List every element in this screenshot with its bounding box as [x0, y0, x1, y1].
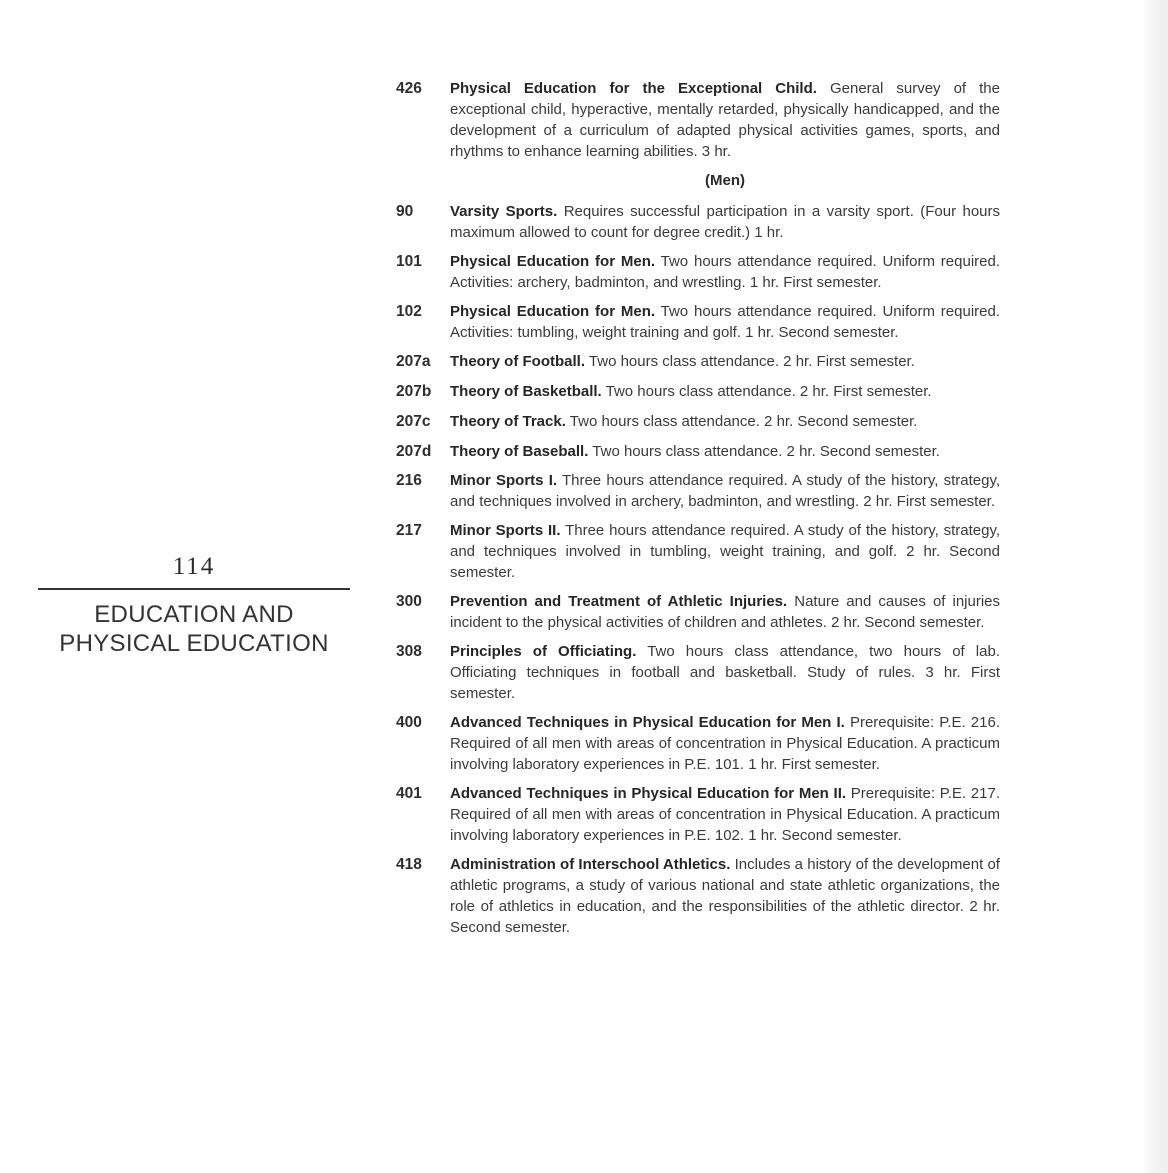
course-entry: [396, 78, 1000, 162]
course-title: Theory of Football.: [450, 353, 585, 370]
course-number: 102: [396, 303, 422, 320]
department-title-line-2: PHYSICAL EDUCATION: [59, 630, 329, 657]
course-description: Nature and causes of injuries incident to the physical activities of children and athletes. 2 hr. Second semester.: [450, 593, 1001, 631]
course-entry: [396, 591, 1000, 633]
course-listing: [396, 78, 1000, 946]
course-number: 101: [396, 253, 422, 270]
course-number: 418: [396, 856, 422, 873]
course-title: Physical Education for Men.: [450, 253, 656, 270]
course-description: Two hours class attendance. 2 hr. First semester.: [588, 353, 915, 370]
course-title: Minor Sports II.: [450, 522, 561, 539]
course-description: Two hours class attendance. 2 hr. Second semester.: [569, 413, 918, 430]
course-description: Prerequisite: P.E. 216. Required of all men with areas of concentration in Physical Education. A practicum involving laboratory experiences in P.E. 101. 1 hr. First semester.: [450, 714, 1000, 773]
course-body: [450, 351, 1000, 372]
course-description: Two hours class attendance, two hours of lab. Officiating techniques in football and basketball. Study of rules. 3 hr. First semester.: [450, 643, 1000, 702]
course-title: Physical Education for Men.: [450, 303, 656, 320]
course-number: 401: [396, 785, 422, 802]
course-number: 207c: [396, 413, 431, 430]
course-body: [450, 251, 1000, 293]
course-body: [450, 78, 1000, 162]
course-number: 90: [396, 203, 414, 220]
course-body: [450, 712, 1000, 775]
course-description: Includes a history of the development of athletic programs, a study of various national and state athletic organizations, the role of athletics in education, and the responsibilities of the athletic director. 2 hr. Second semester.: [450, 856, 1000, 936]
course-description: Prerequisite: P.E. 217. Required of all men with areas of concentration in Physical Education. A practicum involving laboratory experiences in P.E. 102. 1 hr. Second semester.: [450, 785, 1001, 844]
course-title: Theory of Baseball.: [450, 443, 589, 460]
course-title: Varsity Sports.: [450, 203, 558, 220]
course-body: [450, 301, 1000, 343]
course-body: [450, 411, 1000, 432]
course-entry: [396, 411, 1000, 432]
course-title: Prevention and Treatment of Athletic Injuries.: [450, 593, 788, 610]
course-body: [450, 520, 1000, 583]
course-body: [450, 854, 1000, 938]
course-title: Administration of Interschool Athletics.: [450, 856, 731, 873]
section-heading-men: (Men): [705, 172, 745, 189]
department-title: [38, 600, 350, 658]
course-description: General survey of the exceptional child, hyperactive, mentally retarded, physically handicapped, and the development of a curriculum of adapted physical activities games, sports, and rhythms to enhance learning abilities. 3 hr.: [450, 80, 1000, 160]
sidebar: [38, 552, 350, 658]
course-number: 207a: [396, 353, 431, 370]
course-entry: [396, 854, 1000, 938]
course-number: 216: [396, 472, 422, 489]
course-description: Two hours class attendance. 2 hr. First semester.: [605, 383, 932, 400]
page-number: 114: [38, 552, 350, 590]
course-title: Theory of Basketball.: [450, 383, 602, 400]
course-title: Principles of Officiating.: [450, 643, 637, 660]
course-description: Two hours attendance required. Uniform required. Activities: archery, badminton, and wrestling. 1 hr. First semester.: [450, 253, 1001, 291]
scan-page-edge: [1142, 0, 1168, 1173]
course-title: Theory of Track.: [450, 413, 566, 430]
course-entry: [396, 351, 1000, 372]
course-body: [450, 201, 1000, 243]
course-number: 400: [396, 714, 422, 731]
course-entry: [396, 783, 1000, 846]
course-entry: [396, 712, 1000, 775]
course-body: [450, 783, 1000, 846]
course-number: 300: [396, 593, 422, 610]
course-number: 308: [396, 643, 422, 660]
course-body: [450, 641, 1000, 704]
course-entry: [396, 520, 1000, 583]
course-number: 207b: [396, 383, 432, 400]
course-body: [450, 381, 1000, 402]
course-title: Advanced Techniques in Physical Education for Men I.: [450, 714, 845, 731]
course-entry: [396, 470, 1000, 512]
course-description: Three hours attendance required. A study of the history, strategy, and techniques involved in tumbling, weight training, and golf. 2 hr. Second semester.: [450, 522, 1000, 581]
course-entry: [396, 201, 1000, 243]
course-entry: [396, 301, 1000, 343]
course-number: 207d: [396, 443, 432, 460]
course-title: Advanced Techniques in Physical Education for Men II.: [450, 785, 847, 802]
course-description: Requires successful participation in a varsity sport. (Four hours maximum allowed to count for degree credit.) 1 hr.: [450, 203, 1001, 241]
course-body: [450, 441, 1000, 462]
course-entry: [396, 381, 1000, 402]
course-title: Physical Education for the Exceptional Child.: [450, 80, 817, 97]
course-description: Two hours class attendance. 2 hr. Second semester.: [592, 443, 940, 460]
course-body: [450, 470, 1000, 512]
course-entry: [396, 641, 1000, 704]
course-description: Two hours attendance required. Uniform required. Activities: tumbling, weight training and golf. 1 hr. Second semester.: [450, 303, 1001, 341]
course-title: Minor Sports I.: [450, 472, 558, 489]
course-description: Three hours attendance required. A study of the history, strategy, and techniques involved in archery, badminton, and wrestling. 2 hr. First semester.: [450, 472, 1000, 510]
department-title-line-1: EDUCATION AND: [94, 601, 294, 628]
course-number: 426: [396, 80, 422, 97]
course-number: 217: [396, 522, 422, 539]
course-entry: [396, 441, 1000, 462]
course-body: [450, 591, 1000, 633]
course-entry: [396, 251, 1000, 293]
